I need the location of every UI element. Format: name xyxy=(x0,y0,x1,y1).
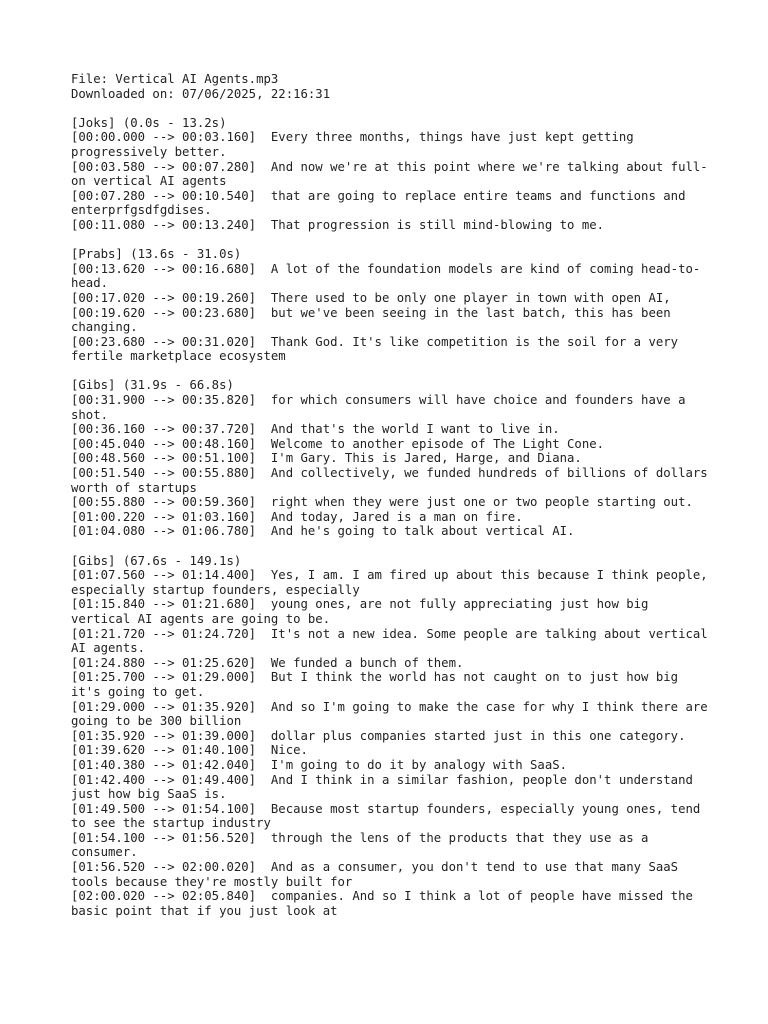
speaker-heading: [Joks] (0.0s - 13.2s) xyxy=(71,115,227,130)
transcript-section xyxy=(71,378,716,539)
transcript-line: [00:19.620 --> 00:23.680] but we've been seeing in the last batch, this has been changing. xyxy=(71,305,679,335)
download-date-line: Downloaded on: 07/06/2025, 22:16:31 xyxy=(71,86,331,101)
file-header xyxy=(71,72,711,101)
transcript-line: [01:25.700 --> 01:29.000] But I think the world has not caught on to just how big it's going to get. xyxy=(71,670,686,699)
transcript-line: [00:07.280 --> 00:10.540] that are going to replace entire teams and functions and enterprfgsdfgdises. xyxy=(71,188,693,218)
transcript-line: [00:11.080 --> 00:13.240] That progression is still mind-blowing to me. xyxy=(71,217,605,232)
transcript-line: [00:31.900 --> 00:35.820] for which consumers will have choice and founders have a shot. xyxy=(71,393,693,422)
transcript-line: [00:23.680 --> 00:31.020] Thank God. It's like competition is the soil for a very fertile marketplace ecosystem xyxy=(71,334,686,364)
speaker-heading: [Prabs] (13.6s - 31.0s) xyxy=(71,247,242,262)
transcript-line: [01:54.100 --> 01:56.520] through the lens of the products that they use as a consumer. xyxy=(71,830,656,860)
transcript-line: [00:45.040 --> 00:48.160] Welcome to another episode of The Light Cone. xyxy=(71,436,605,451)
transcript-line: [01:49.500 --> 01:54.100] Because most startup founders, especially young ones, tend to see the startup industry xyxy=(71,801,708,831)
transcript-line: [00:13.620 --> 00:16.680] A lot of the foundation models are kind of coming head-to-head. xyxy=(71,261,701,291)
transcript-section xyxy=(71,116,711,233)
speaker-heading: [Gibs] (67.6s - 149.1s) xyxy=(71,553,242,568)
transcript-line: [01:39.620 --> 01:40.100] Nice. xyxy=(71,743,308,758)
transcript-line: [00:00.000 --> 00:03.160] Every three months, things have just kept getting progressively better. xyxy=(71,130,642,159)
transcript-line: [01:56.520 --> 02:00.020] And as a consumer, you don't tend to use that many SaaS tools because they're mostly built for xyxy=(71,860,686,889)
transcript-line: [01:35.920 --> 01:39.000] dollar plus companies started just in this one category. xyxy=(71,728,686,743)
transcript-line: [01:21.720 --> 01:24.720] It's not a new idea. Some people are talking about vertical AI agents. xyxy=(71,626,716,656)
transcript-line: [01:40.380 --> 01:42.040] I'm going to do it by analogy with SaaS. xyxy=(71,757,568,772)
transcript-line: [01:00.220 --> 01:03.160] And today, Jared is a man on fire. xyxy=(71,509,523,524)
transcript-line: [01:42.400 --> 01:49.400] And I think in a similar fashion, people don't understand just how big SaaS is. xyxy=(71,772,701,802)
transcript-line: [02:00.020 --> 02:05.840] companies. And so I think a lot of people have missed the basic point that if you just look at xyxy=(71,889,701,918)
transcript-section xyxy=(71,247,711,364)
transcript-line: [00:48.560 --> 00:51.100] I'm Gary. This is Jared, Harge, and Diana. xyxy=(71,451,582,466)
transcript-line: [00:17.020 --> 00:19.260] There used to be only one player in town with open AI, xyxy=(71,290,671,305)
transcript-line: [01:04.080 --> 01:06.780] And he's going to talk about vertical AI. xyxy=(71,524,575,539)
file-name-line: File: Vertical AI Agents.mp3 xyxy=(71,72,279,86)
transcript-line: [00:03.580 --> 00:07.280] And now we're at this point where we're talking about full-on vertical AI agents xyxy=(71,159,708,189)
transcript-line: [01:07.560 --> 01:14.400] Yes, I am. I am fired up about this because I think people, especially startup founders, especially xyxy=(71,568,716,597)
transcript-line: [01:29.000 --> 01:35.920] And so I'm going to make the case for why I think there are going to be 300 billion xyxy=(71,699,716,729)
transcript-sections xyxy=(71,115,716,919)
transcript-document xyxy=(71,72,716,918)
transcript-line: [00:51.540 --> 00:55.880] And collectively, we funded hundreds of billions of dollars worth of startups xyxy=(71,466,716,495)
speaker-heading: [Gibs] (31.9s - 66.8s) xyxy=(71,378,234,393)
transcript-line: [01:15.840 --> 01:21.680] young ones, are not fully appreciating just how big vertical AI agents are going to be. xyxy=(71,597,656,626)
transcript-section xyxy=(71,553,716,919)
transcript-line: [00:55.880 --> 00:59.360] right when they were just one or two people starting out. xyxy=(71,495,693,510)
transcript-line: [00:36.160 --> 00:37.720] And that's the world I want to live in. xyxy=(71,422,560,437)
transcript-line: [01:24.880 --> 01:25.620] We funded a bunch of them. xyxy=(71,655,464,670)
